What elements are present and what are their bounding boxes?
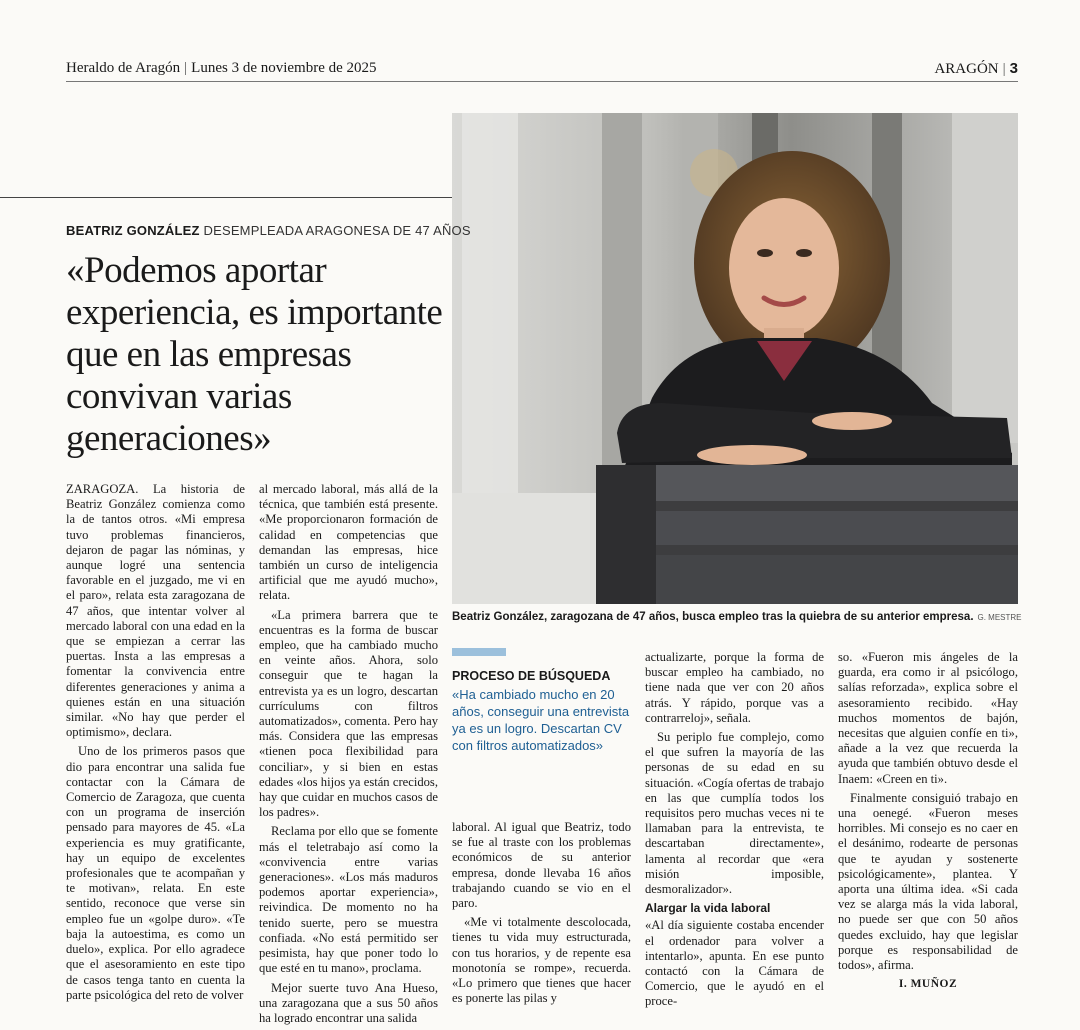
caption-text: Beatriz González, zaragozana de 47 años, busca empleo tras la quiebra de su anterior empresa. [452, 611, 974, 623]
byline [66, 223, 471, 238]
section-name: ARAGÓN [934, 61, 999, 77]
paragraph: «Me vi totalmente descolocada, tienes tu vida muy estructurada, con tus horarios, y de repente esa monotonía se rompe», recuerda. «Lo primero que tienes que hacer es ponerte las pilas y [452, 915, 631, 1006]
header-rule [66, 81, 1018, 82]
article-column-1 [66, 482, 245, 1007]
article-photo [452, 113, 1018, 604]
byline-description: DESEMPLEADA ARAGONESA DE 47 AÑOS [203, 223, 471, 238]
subheading: Alargar la vida laboral [645, 901, 771, 916]
paragraph: Uno de los primeros pasos que dio para encontrar una salida fue contactar con la Cámara de Comercio de Zaragoza, que cuenta con un programa de inserción pensado para mayores de 45. «La experiencia es muy gratificante, hay un equipo de excelentes profesionales que te acompañan y te motivan», relata. En este sentido, reconoce que verse sin empleo fue un «golpe duro». «Te baja la autoestima, es como un duelo», explica. Por ello agradece que el asesoramiento en este tipo de casos tenga tanto en cuenta la parte psicológica del reto de volver [66, 744, 245, 1002]
article-column-2 [259, 482, 438, 1030]
photo-credit: G. MESTRE [977, 613, 1022, 622]
highlight-quote: «Ha cambiado mucho en 20 años, conseguir una entrevista ya es un logro. Descartan CV con filtros automatizados» [452, 687, 630, 753]
paragraph: Mejor suerte tuvo Ana Hueso, una zaragozana que a sus 50 años ha logrado encontrar una salida [259, 980, 438, 1025]
paragraph: Su periplo fue complejo, como el que sufren la mayoría de las personas de su edad en su situación. «Cogía ofertas de trabajo en las que cumplía todos los requisitos pero muchas veces ni te llamaban para la entrevista, te descartaban directamente», lamenta al recordar que «era misión imposible, desmoralizador». [645, 730, 824, 897]
page-header-left [66, 60, 377, 77]
highlight-accent-bar [452, 648, 506, 656]
paragraph: laboral. Al igual que Beatriz, todo se fue al traste con los problemas económicos de su anterior empresa, donde llevaba 16 años trabajando cuando se vio en el paro. [452, 820, 631, 911]
issue-date: Lunes 3 de noviembre de 2025 [191, 60, 377, 76]
paragraph: so. «Fueron mis ángeles de la guarda, era como ir al psicólogo, salías reforzada», explica sobre el asesoramiento recibido. «Hay muchos momentos de bajón, necesitas que alguien confíe en ti», añade a la vez que recuerda la ayuda que también obtuvo desde el Inaem: «Creen en ti». [838, 650, 1018, 786]
paragraph: «Al día siguiente costaba encender el ordenador para volver a intentarlo», apunta. En ese punto contactó con la Cámara de Comercio, que le ayudó en el proce- [645, 918, 824, 1009]
paragraph: actualizarte, porque la forma de buscar empleo ha cambiado, no tiene nada que ver con 20 años atrás. Y rápido, porque vas a contrarreloj», señala. [645, 650, 824, 725]
paragraph: al mercado laboral, más allá de la técnica, que también está presente. «Me proporcionaron formación de calidad en competencias que demandan las empresas, hice también un curso de inteligencia artificial que me ayudó mucho», relata. [259, 482, 438, 603]
article-column-5 [838, 650, 1018, 992]
section-rule [0, 197, 452, 198]
paragraph: «La primera barrera que te encuentras es la forma de buscar empleo, que ha cambiado mucho en veinte años. Ahora, solo conseguir que te hagan la entrevista ya es un logro, descartan currículums con filtros automatizados», comenta. Pero hay más. Considera que las empresas «tienen poca flexibilidad para conciliar», y si bien en estas edades «los hijos ya están crecidos, hay que cuidar en muchos casos de los padres». [259, 607, 438, 820]
photo-caption [452, 611, 1022, 623]
headline: «Podemos aportar experiencia, es importante que en las empresas convivan varias generaciones» [66, 250, 443, 459]
highlight-title: PROCESO DE BÚSQUEDA [452, 669, 611, 683]
header-separator: | [184, 60, 188, 76]
article-column-3 [452, 820, 631, 1010]
header-separator: | [1002, 61, 1006, 77]
author-signature: I. MUÑOZ [898, 978, 958, 991]
paragraph: ZARAGOZA. La historia de Beatriz González comienza como la de tantos otros. «Mi empresa tuvo problemas financieros, dejaron de pagar las nóminas, y aunque logré una sentencia favorable en el juzgado, me vi en el paro», relata esta zaragozana de 47 años, que intentar volver al mercado laboral con una edad en la que se empiezan a cerrar las puertas. Insta a las empresas a fomentar la convivencia entre diferentes generaciones y anima a quienes están en una situación similar. «No hay que perder el optimismo», declara. [66, 482, 245, 740]
byline-name: BEATRIZ GONZÁLEZ [66, 223, 200, 238]
paragraph: Reclama por ello que se fomente más el teletrabajo así como la «convivencia entre varias generaciones». «Los más maduros podemos aportar experiencia», reivindica. De momento no ha tenido suerte, pero se muestra confiada. «No está permitido ser pesimista, hay que poner todo lo que esté en tu mano», proclama. [259, 824, 438, 976]
portrait-photo-illustration [452, 113, 1018, 604]
publication-name: Heraldo de Aragón [66, 60, 181, 76]
page-header-right [934, 60, 1018, 78]
article-column-4 [645, 650, 824, 1014]
page-number: 3 [1009, 60, 1018, 77]
paragraph: Finalmente consiguió trabajo en una oenegé. «Fueron meses horribles. Mi consejo es no caer en el desánimo, rodearte de personas que te ayudan y sostenerte psicológicamente», plantea. Y aporta una última idea. «Si cada vez se alarga más la vida laboral, no puede ser que con 50 años quedes excluido, hay que legislar porque es responsabilidad de todos», afirma. [838, 790, 1018, 973]
